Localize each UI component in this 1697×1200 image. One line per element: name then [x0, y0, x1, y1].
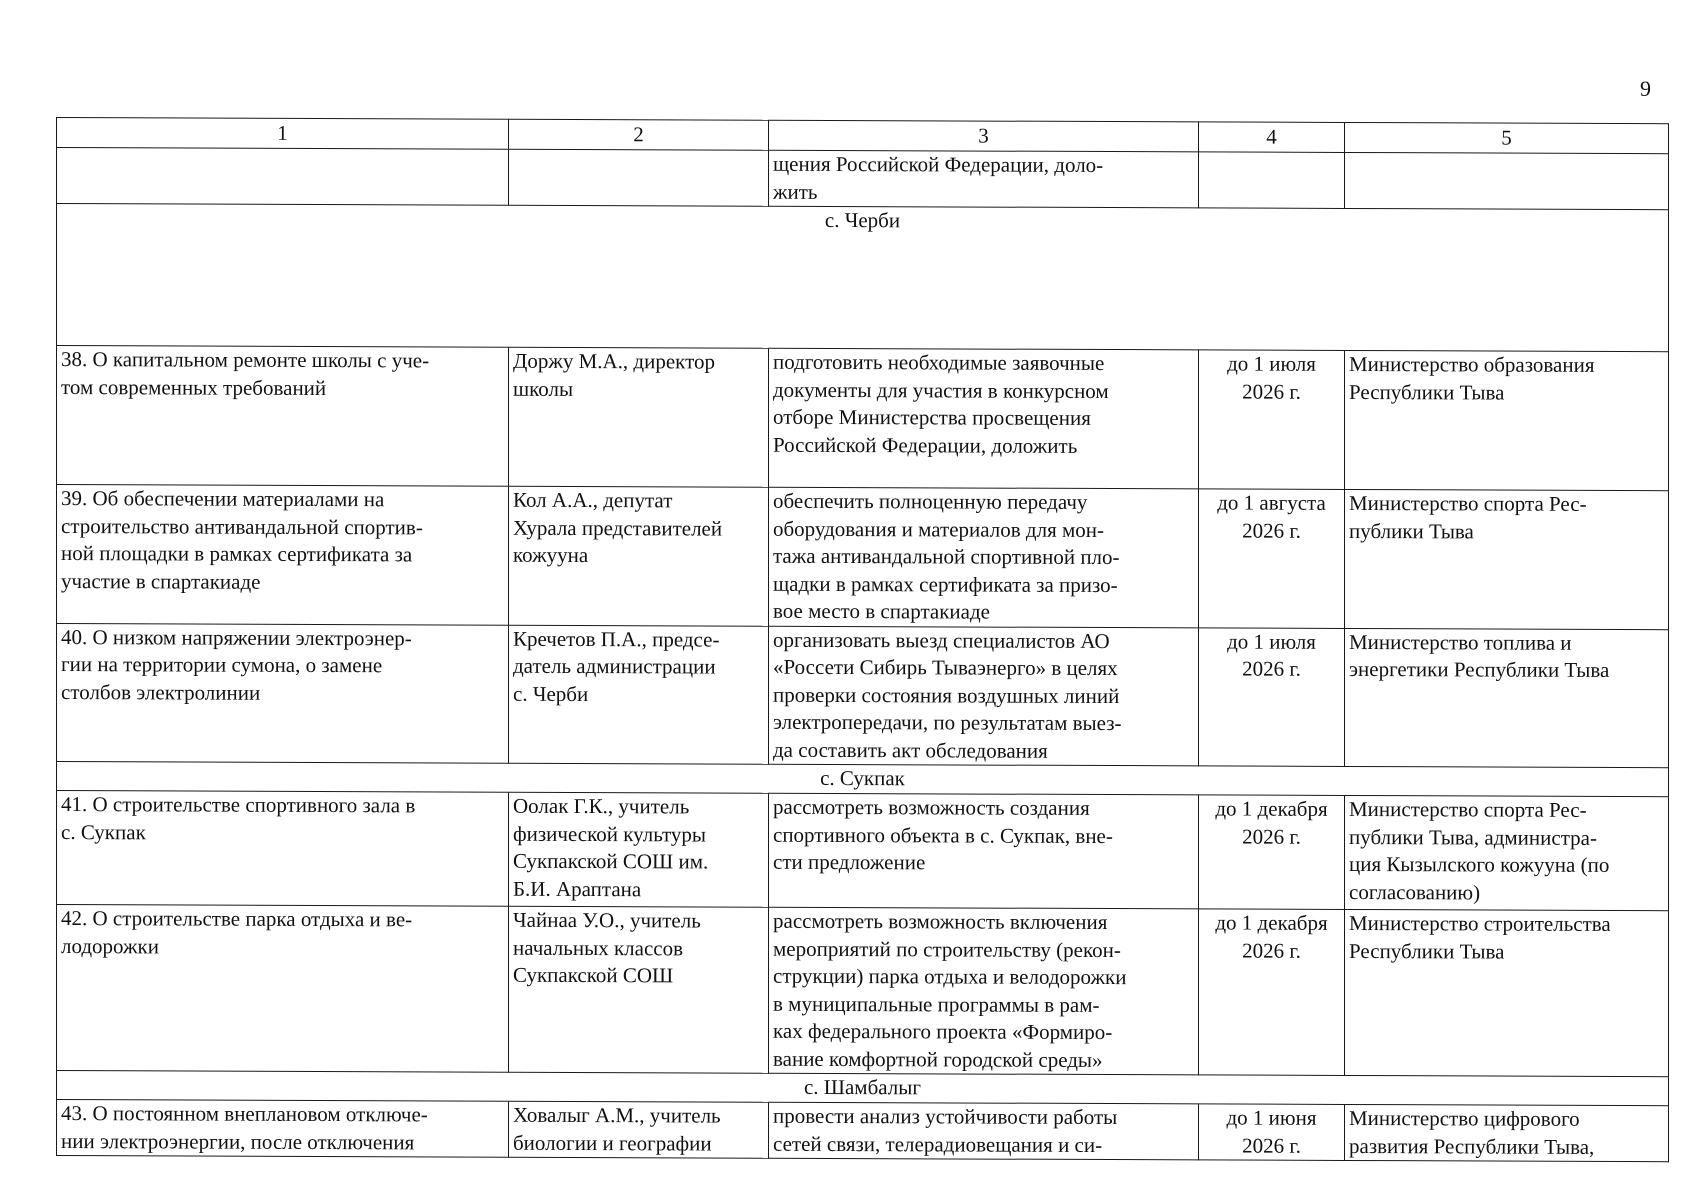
continuation-action	[769, 150, 1199, 208]
row-responsible	[1345, 628, 1669, 768]
row-initiator	[509, 1101, 769, 1158]
table-row	[57, 791, 1669, 911]
row-responsible-line: развития Республики Тыва,	[1349, 1133, 1595, 1159]
row-initiator-line: биологии и географии	[513, 1130, 712, 1156]
row-action-line: да составить акт обследования	[773, 737, 1048, 763]
row-topic-line: 41. О строительстве спортивного зала в	[61, 792, 416, 818]
row-deadline	[1199, 909, 1345, 1076]
row-initiator-line: Ховалыг А.М., учитель	[513, 1102, 721, 1128]
row-initiator-line: датель администрации	[513, 653, 716, 679]
row-initiator	[509, 486, 769, 625]
row-action-line: щадки в рамках сертификата за призо-	[773, 571, 1118, 597]
row-action-line: сетей связи, телерадиовещания и си-	[773, 1131, 1103, 1157]
row-responsible-line: Министерство образования	[1349, 351, 1595, 377]
row-action-line: электропередачи, по результатам выез-	[773, 709, 1122, 736]
row-action-line: Российской Федерации, доложить	[773, 432, 1078, 458]
row-topic	[57, 485, 509, 625]
column-number-4: 4	[1199, 122, 1345, 153]
row-action-line: провести анализ устойчивости работы	[773, 1103, 1118, 1130]
row-action-line: в муниципальные программы в рам-	[773, 991, 1100, 1017]
settlement-title: с. Шамбалыг	[57, 1071, 1669, 1106]
continuation-action-line: жить	[773, 179, 818, 204]
settlement-section-row	[57, 204, 1669, 352]
row-action-line: проверки состояния воздушных линий	[773, 682, 1120, 708]
row-initiator-line: начальных классов	[513, 935, 683, 960]
row-action-line: спортивного объекта в с. Сукпак, вне-	[773, 822, 1113, 848]
row-deadline-line: до 1 июля	[1227, 628, 1316, 654]
row-action-line: рассмотреть возможность создания	[773, 794, 1090, 820]
row-action-line: ках федерального проекта «Формиро-	[773, 1018, 1113, 1045]
row-topic	[57, 1100, 509, 1158]
continuation-topic	[57, 148, 509, 206]
row-initiator-line: с. Черби	[513, 681, 589, 706]
row-responsible-line: Министерство спорта Рес-	[1349, 490, 1587, 516]
row-initiator	[509, 906, 769, 1073]
row-responsible	[1345, 795, 1669, 910]
row-deadline-line: до 1 декабря	[1215, 910, 1328, 935]
column-number-3: 3	[769, 120, 1199, 152]
row-initiator-line: Сукпакской СОШ им.	[513, 848, 709, 874]
row-initiator-line: кожууна	[513, 542, 589, 568]
settlement-title: с. Сукпак	[57, 762, 1669, 797]
row-action	[769, 348, 1199, 489]
row-deadline-line: до 1 июля	[1227, 351, 1316, 376]
row-topic-line: 38. О капитальном ремонте школы с уче-	[61, 347, 430, 373]
table-body	[57, 118, 1669, 1162]
row-responsible-line: Министерство строительства	[1349, 910, 1611, 936]
row-topic-line: том современных требований	[61, 374, 327, 400]
row-action-line: подготовить необходимые заявочные	[773, 349, 1105, 376]
row-action	[769, 1102, 1199, 1160]
column-number-5: 5	[1345, 122, 1669, 153]
row-initiator-line: Чайнаа У.О., учитель	[513, 907, 701, 933]
row-deadline-line: до 1 декабря	[1215, 796, 1328, 821]
row-action-line: мероприятий по строительству (рекон-	[773, 936, 1121, 962]
continuation-responsible	[1345, 152, 1669, 209]
decision-table	[56, 117, 1669, 1162]
row-action-line: струкции) парка отдыха и велодорожки	[773, 963, 1127, 990]
row-deadline	[1199, 489, 1345, 628]
row-action	[769, 487, 1199, 627]
row-action-line: рассмотреть возможность включения	[773, 908, 1108, 935]
row-responsible	[1345, 909, 1669, 1076]
page-number: 9	[1640, 76, 1651, 101]
row-topic-line: 40. О низком напряжении электроэнер-	[61, 624, 412, 650]
row-deadline	[1199, 1104, 1345, 1161]
row-responsible-line: Республики Тыва	[1349, 938, 1505, 964]
row-deadline-line: до 1 июня	[1226, 1105, 1317, 1130]
row-responsible-line: Министерство спорта Рес-	[1349, 796, 1587, 822]
row-deadline-line: 2026 г.	[1242, 656, 1301, 681]
row-topic-line: 42. О строительстве парка отдыха и ве-	[61, 906, 413, 932]
row-responsible	[1345, 350, 1669, 490]
table-row	[57, 346, 1669, 491]
continuation-deadline	[1199, 152, 1345, 209]
row-action-line: обеспечить полноценную передачу	[773, 488, 1088, 514]
row-action-line: «Россети Сибирь Тываэнерго» в целях	[773, 654, 1118, 681]
row-initiator-line: Б.И. Араптана	[513, 876, 642, 901]
row-action-line: вание комфортной городской среды»	[773, 1046, 1103, 1072]
row-topic-line: с. Сукпак	[61, 819, 146, 844]
row-deadline-line: 2026 г.	[1242, 518, 1301, 543]
row-action-line: отборе Министерства просвещения	[773, 404, 1091, 430]
row-deadline	[1199, 627, 1345, 766]
row-responsible-line: согласованию)	[1349, 879, 1481, 904]
row-action-line: вое место в спартакиаде	[773, 598, 990, 624]
row-initiator-line: Кол А.А., депутат	[513, 487, 673, 513]
row-initiator-line: Кречетов П.А., предсе-	[513, 626, 720, 652]
row-topic-line: ной площадки в рамках сертификата за	[61, 541, 413, 567]
row-responsible-line: энергетики Республики Тыва	[1349, 656, 1610, 682]
row-deadline-line: 2026 г.	[1242, 379, 1301, 404]
row-topic	[57, 346, 509, 487]
continuation-initiator	[509, 149, 769, 206]
row-initiator	[509, 625, 769, 764]
table-row	[57, 623, 1669, 768]
row-action-line: организовать выезд специалистов АО	[773, 627, 1110, 653]
row-topic-line: участие в спартакиаде	[61, 568, 261, 594]
row-topic-line: лодорожки	[61, 933, 159, 958]
row-action	[769, 907, 1199, 1075]
row-topic-line: нии электроэнергии, после отключения	[61, 1128, 415, 1154]
row-action-line: тажа антивандальной спортивной пло-	[773, 543, 1120, 570]
row-deadline-line: 2026 г.	[1242, 938, 1301, 963]
row-deadline	[1199, 795, 1345, 910]
row-action	[769, 793, 1199, 909]
settlement-title: с. Черби	[57, 204, 1669, 352]
row-responsible-line: Министерство цифрового	[1349, 1105, 1580, 1131]
table-row	[57, 1100, 1669, 1162]
row-deadline-line: 2026 г.	[1242, 824, 1301, 849]
row-topic-line: строительство антивандальной спортив-	[61, 513, 423, 539]
row-deadline-line: 2026 г.	[1242, 1133, 1301, 1158]
row-topic-line: 43. О постоянном внеплановом отключе-	[61, 1101, 428, 1127]
column-number-2: 2	[509, 119, 769, 150]
row-initiator	[509, 792, 769, 907]
column-number-1: 1	[57, 118, 509, 150]
row-deadline-line: до 1 августа	[1217, 490, 1326, 515]
row-topic	[57, 623, 509, 763]
continuation-action-line: щения Российской Федерации, доло-	[773, 151, 1104, 178]
row-topic	[57, 791, 509, 907]
row-initiator-line: Доржу М.А., директор	[513, 348, 715, 374]
row-topic-line: гии на территории сумона, о замене	[61, 652, 383, 678]
row-responsible-line: Министерство топлива и	[1349, 629, 1572, 655]
row-action-line: документы для участия в конкурсном	[773, 377, 1109, 403]
row-responsible-line: публики Тыва, администра-	[1349, 824, 1597, 850]
row-responsible	[1345, 489, 1669, 629]
row-responsible	[1345, 1104, 1669, 1161]
row-deadline	[1199, 350, 1345, 490]
row-responsible-line: ция Кызылского кожууна (по	[1349, 851, 1610, 877]
table-row	[57, 905, 1669, 1077]
row-action	[769, 626, 1199, 766]
row-initiator-line: Оолак Г.К., учитель	[513, 793, 690, 819]
row-topic-line: столбов электролинии	[61, 679, 261, 705]
row-initiator-line: Сукпакской СОШ	[513, 962, 674, 988]
row-topic	[57, 905, 509, 1073]
row-initiator-line: школы	[513, 376, 574, 401]
continuation-row	[57, 148, 1669, 210]
row-initiator	[509, 347, 769, 487]
table-row	[57, 485, 1669, 630]
row-topic-line: 39. Об обеспечении материалами на	[61, 486, 385, 512]
row-initiator-line: Хурала представителей	[513, 515, 723, 541]
row-initiator-line: физической культуры	[513, 821, 706, 846]
row-responsible-line: публики Тыва	[1349, 518, 1474, 543]
row-action-line: сти предложение	[773, 849, 926, 875]
row-action-line: оборудования и материалов для мон-	[773, 516, 1105, 542]
row-responsible-line: Республики Тыва	[1349, 379, 1505, 405]
